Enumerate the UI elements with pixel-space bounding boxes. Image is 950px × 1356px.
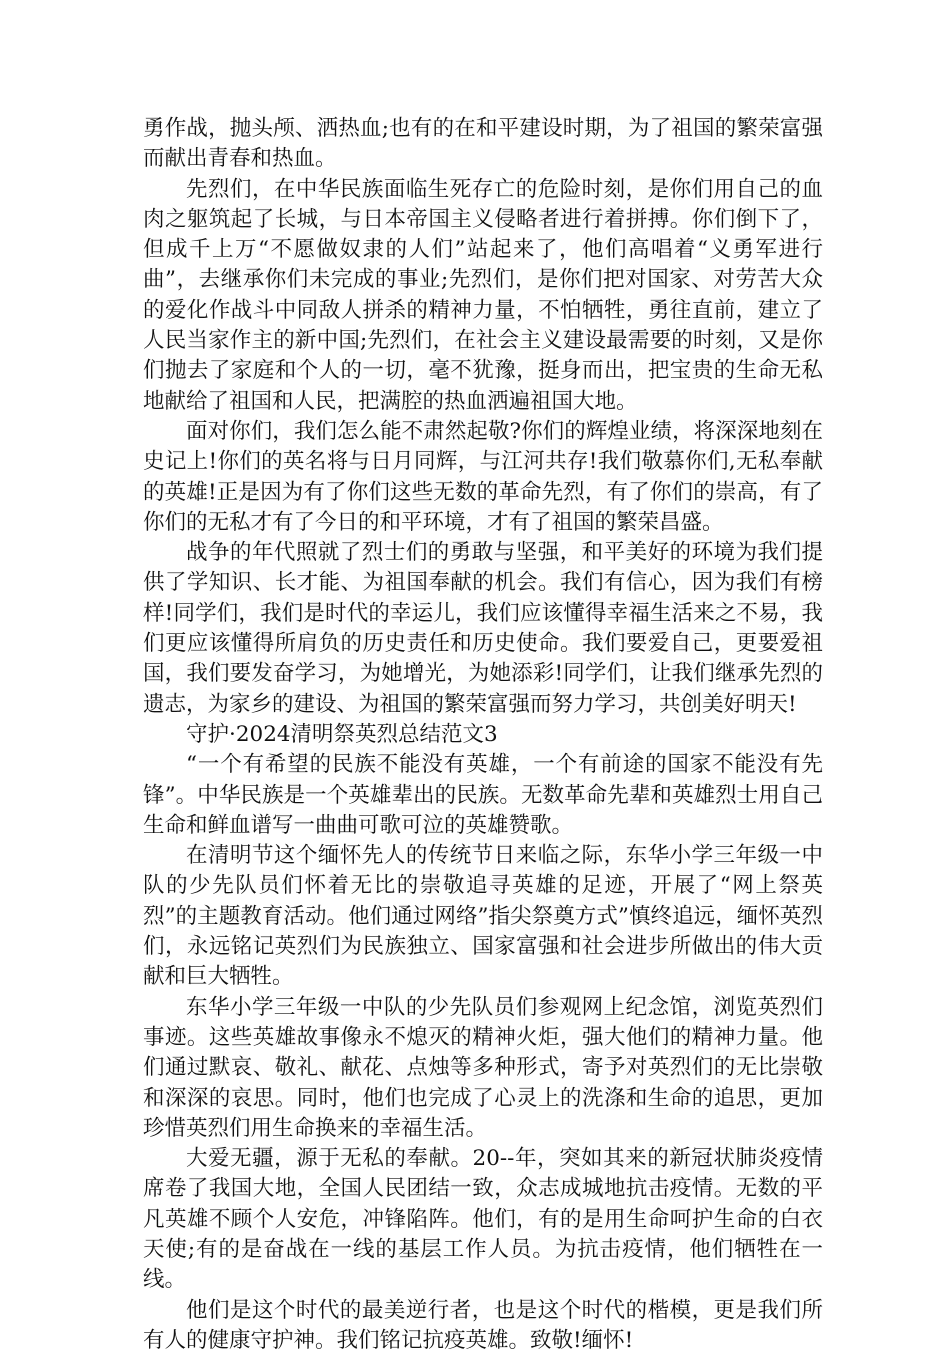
paragraph: 他们是这个时代的最美逆行者，也是这个时代的楷模，更是我们所有人的健康守护神。我们铭记抗疫英雄。致敬!缅怀! bbox=[143, 1297, 823, 1353]
paragraph: 勇作战，抛头颅、洒热血;也有的在和平建设时期，为了祖国的繁荣富强而献出青春和热血。 bbox=[143, 116, 823, 172]
document-page bbox=[143, 114, 823, 1356]
paragraph: 在清明节这个缅怀先人的传统节日来临之际，东华小学三年级一中队的少先队员们怀着无比的崇敬追寻英雄的足迹，开展了“网上祭英烈”的主题教育活动。他们通过网络”指尖祭奠方式”慎终追远，缅怀英烈们，永远铭记英烈们为民族独立、国家富强和社会进步所做出的伟大贡献和巨大牺牲。 bbox=[143, 843, 823, 990]
paragraph: 战争的年代照就了烈士们的勇敢与坚强，和平美好的环境为我们提供了学知识、长才能、为祖国奉献的机会。我们有信心，因为我们有榜样!同学们，我们是时代的幸运儿，我们应该懂得幸福生活来之不易，我们更应该懂得所肩负的历史责任和历史使命。我们要爱自己，更要爱祖国，我们要发奋学习，为她增光，为她添彩!同学们，让我们继承先烈的遗志，为家乡的建设、为祖国的繁荣富强而努力学习，共创美好明天! bbox=[143, 540, 823, 717]
paragraph: 东华小学三年级一中队的少先队员们参观网上纪念馆，浏览英烈们事迹。这些英雄故事像永不熄灭的精神火炬，强大他们的精神力量。他们通过默哀、敬礼、献花、点烛等多种形式，寄予对英烈们的无比崇敬和深深的哀思。同时，他们也完成了心灵上的洗涤和生命的追思，更加珍惜英烈们用生命换来的幸福生活。 bbox=[143, 994, 823, 1141]
paragraph: 面对你们，我们怎么能不肃然起敬?你们的辉煌业绩，将深深地刻在史记上!你们的英名将与日月同辉，与江河共存!我们敬慕你们,无私奉献的英雄!正是因为有了你们这些无数的革命先烈，有了你们的崇高，有了你们的无私才有了今日的和平环境，才有了祖国的繁荣昌盛。 bbox=[143, 418, 823, 535]
section-heading: 守护·2024清明祭英烈总结范文3 bbox=[186, 721, 498, 747]
paragraph: 先烈们，在中华民族面临生死存亡的危险时刻，是你们用自己的血肉之躯筑起了长城，与日本帝国主义侵略者进行着拼搏。你们倒下了，但成千上万“不愿做奴隶的人们”站起来了，他们高唱着“义勇军进行曲”，去继承你们未完成的事业;先烈们，是你们把对国家、对劳苦大众的爱化作战斗中同敌人拼杀的精神力量，不怕牺牲，勇往直前，建立了人民当家作主的新中国;先烈们，在社会主义建设最需要的时刻，又是你们抛去了家庭和个人的一切，毫不犹豫，挺身而出，把宝贵的生命无私地献给了祖国和人民，把满腔的热血洒遍祖国大地。 bbox=[143, 176, 823, 414]
paragraph: 大爱无疆，源于无私的奉献。20--年，突如其来的新冠状肺炎疫情席卷了我国大地，全国人民团结一致，众志成城地抗击疫情。无数的平凡英雄不顾个人安危，冲锋陷阵。他们，有的是用生命呵护生命的白衣天使;有的是奋战在一线的基层工作人员。为抗击疫情，他们牺牲在一线。 bbox=[143, 1146, 823, 1293]
paragraph: “一个有希望的民族不能没有英雄，一个有前途的国家不能没有先锋”。中华民族是一个英雄辈出的民族。无数革命先辈和英雄烈士用自己生命和鲜血谱写一曲曲可歌可泣的英雄赞歌。 bbox=[143, 752, 823, 838]
